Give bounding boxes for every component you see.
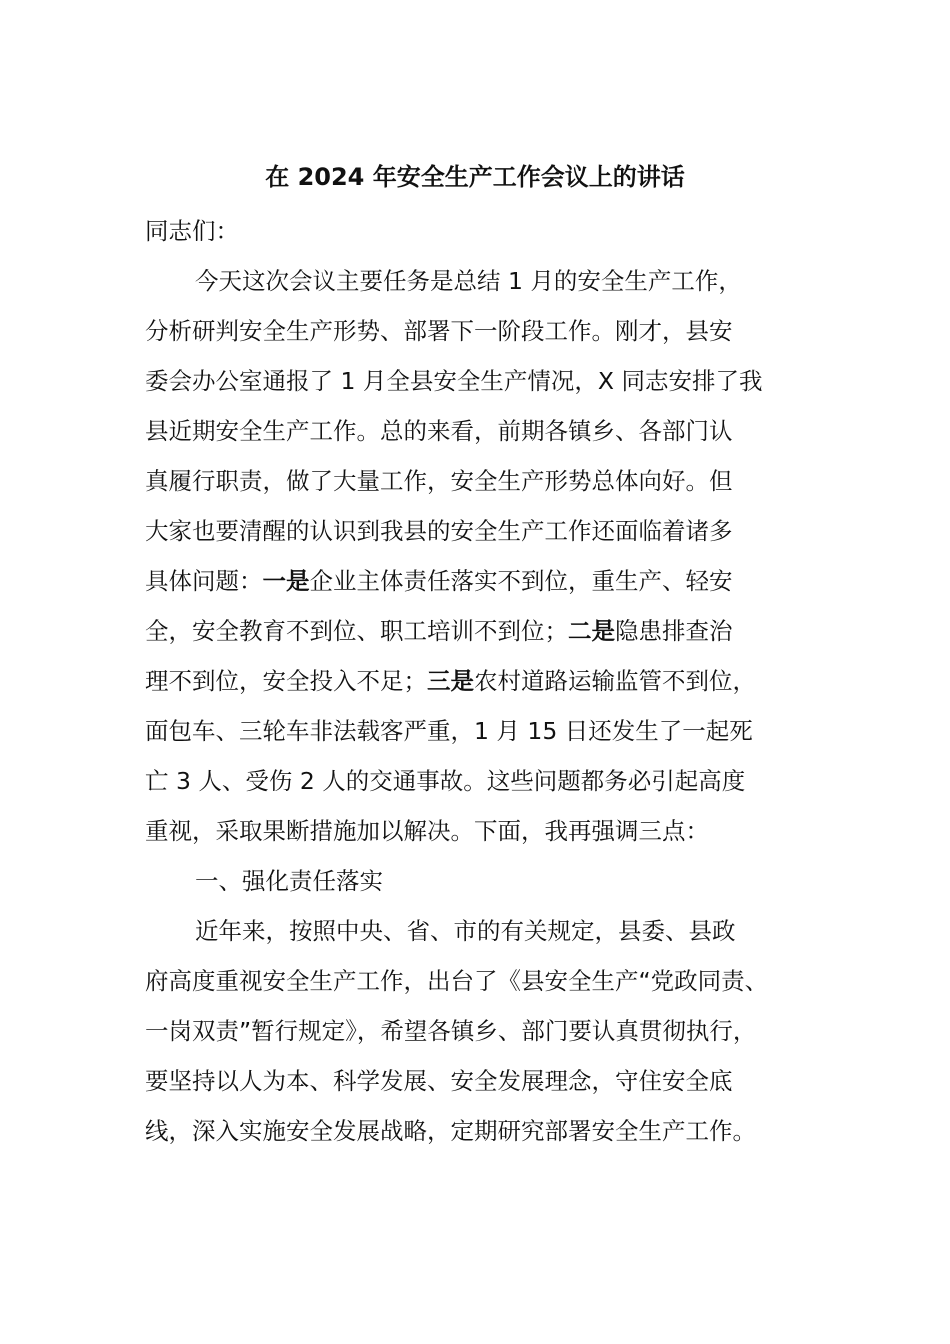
text-segment: 企业主体责任落实不到位，重生产、轻安 [309,567,733,595]
document-body [145,206,825,1156]
paragraph-line: 府高度重视安全生产工作，出台了《县安全生产“党政同责、 [145,967,769,995]
bold-marker-second: 二是 [568,617,615,645]
paragraph-line: 线，深入实施安全发展战略，定期研究部署安全生产工作。 [145,1117,756,1145]
bold-marker-first: 一是 [262,567,310,595]
document-title: 在 2024 年安全生产工作会议上的讲话 [265,163,685,191]
paragraph-line: 亡 3 人、受伤 2 人的交通事故。这些问题都务必引起高度 [145,767,746,795]
paragraph-line: 县近期安全生产工作。总的来看，前期各镇乡、各部门认 [145,417,733,445]
text-segment: 全，安全教育不到位、职工培训不到位； [145,617,568,645]
text-segment: 理不到位，安全投入不足； [145,667,427,695]
paragraph-line: 委会办公室通报了 1 月全县安全生产情况，X 同志安排了我 [145,367,763,395]
paragraph-line: 近年来，按照中央、省、市的有关规定，县委、县政 [195,917,736,945]
paragraph-line [145,556,825,606]
paragraph-line: 一岗双责”暂行规定》，希望各镇乡、部门要认真贯彻执行， [145,1017,757,1045]
paragraph-line [145,656,825,706]
paragraph-line: 分析研判安全生产形势、部署下一阶段工作。刚才，县安 [145,317,733,345]
bold-marker-third: 三是 [427,667,474,695]
salutation: 同志们： [145,217,239,245]
paragraph-line [145,606,825,656]
paragraph-line: 重视，采取果断措施加以解决。下面，我再强调三点： [145,817,709,845]
text-segment: 具体问题： [145,567,263,595]
paragraph-line: 面包车、三轮车非法载客严重，1 月 15 日还发生了一起死 [145,717,753,745]
paragraph-line: 真履行职责，做了大量工作，安全生产形势总体向好。但 [145,467,733,495]
text-segment: 隐患排查治 [615,617,733,645]
paragraph-line: 要坚持以人为本、科学发展、安全发展理念，守住安全底 [145,1067,733,1095]
text-segment: 农村道路运输监管不到位， [474,667,756,695]
section-heading: 一、强化责任落实 [195,867,383,895]
paragraph-line: 今天这次会议主要任务是总结 1 月的安全生产工作， [195,267,742,295]
paragraph-line: 大家也要清醒的认识到我县的安全生产工作还面临着诸多 [145,517,733,545]
